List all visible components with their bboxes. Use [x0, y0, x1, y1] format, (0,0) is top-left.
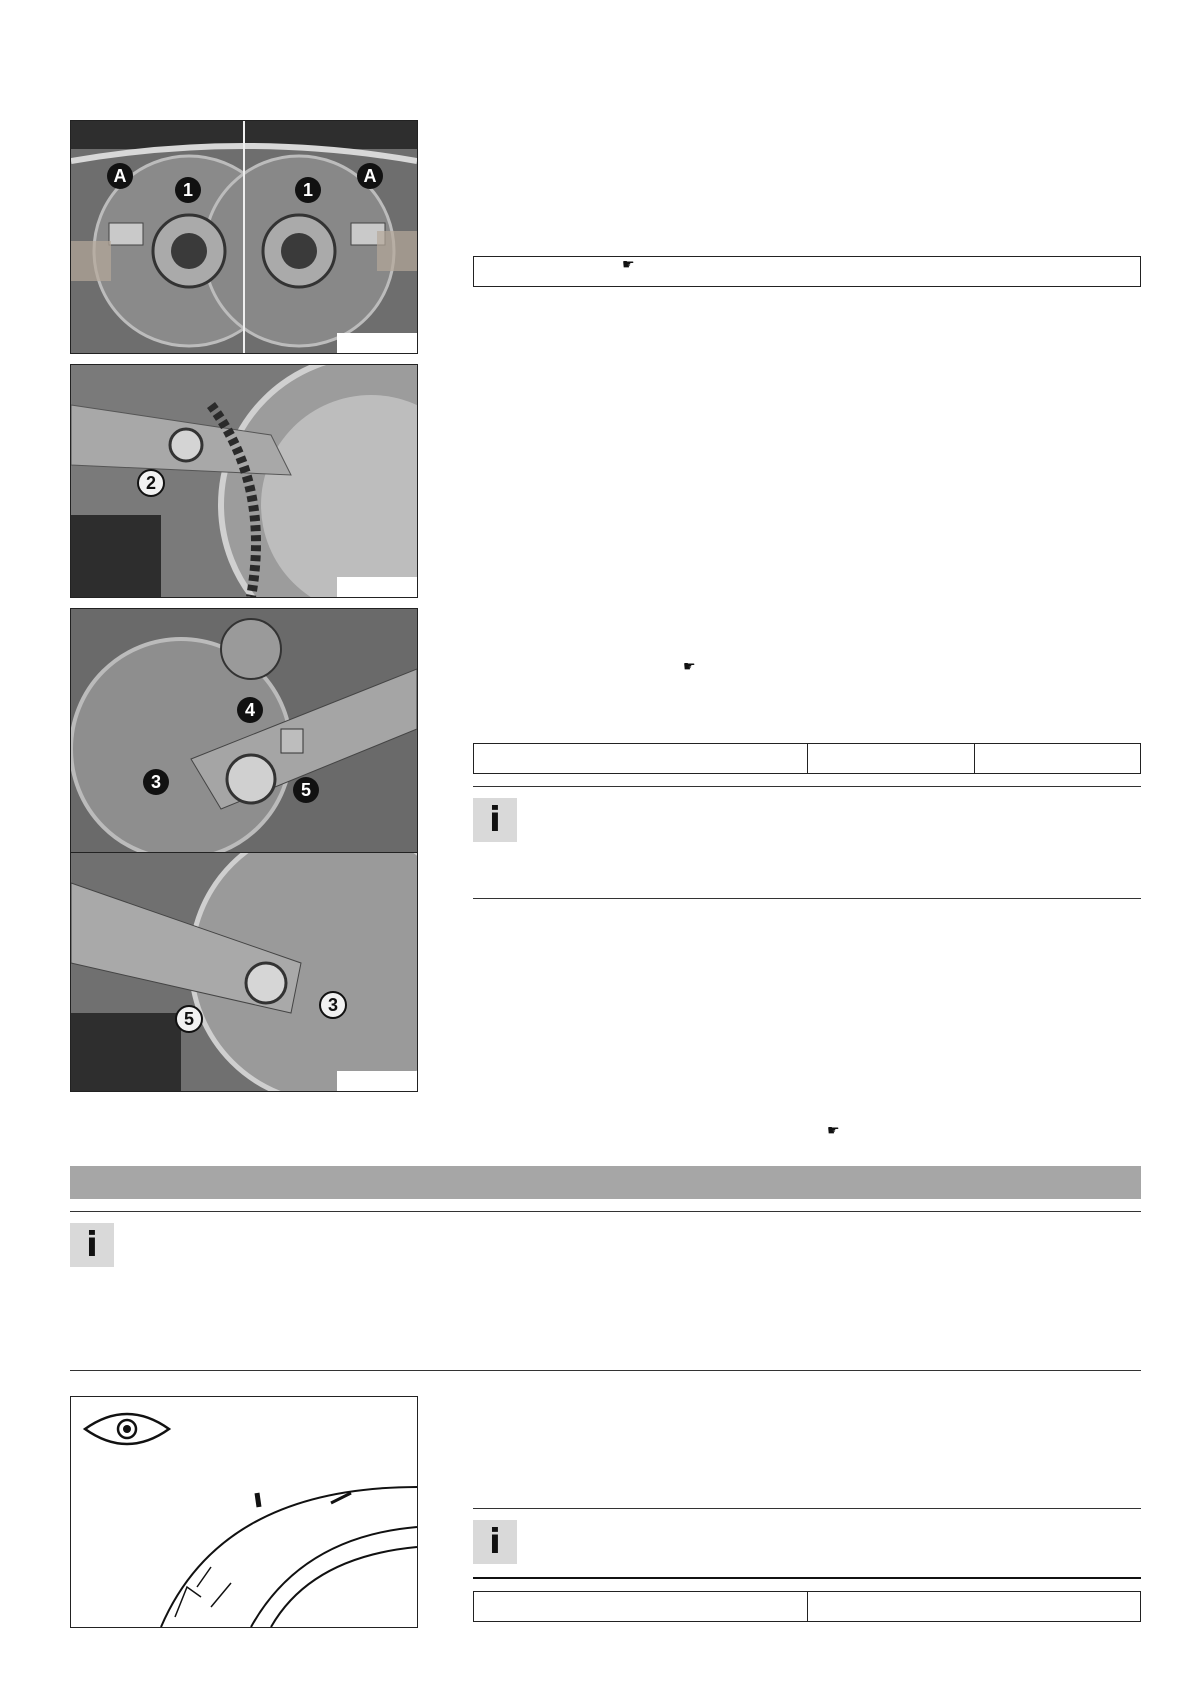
callout-5: 5 [175, 1005, 203, 1033]
info-top-rule [473, 786, 1141, 787]
figure-hub-spacers [70, 120, 418, 354]
tire-drawing [71, 1397, 417, 1627]
table-cell [474, 1592, 808, 1621]
callout-1-right: 1 [295, 177, 321, 203]
info-icon: i [70, 1223, 114, 1267]
chain-side-photo-illustration [71, 853, 417, 1091]
callout-2: 2 [137, 469, 165, 497]
callout-4: 4 [237, 697, 263, 723]
figure-tire-inspection [70, 1396, 418, 1628]
figure-number-label [337, 333, 417, 353]
callout-a-right: A [357, 163, 383, 189]
table-cell [808, 744, 975, 773]
table-cell [474, 744, 808, 773]
tire-info-top-rule [473, 1508, 1141, 1509]
figure-axle-nut [70, 364, 418, 598]
pointer-icon: ☛ [683, 659, 696, 675]
pointer-icon: ☛ [827, 1123, 840, 1139]
axle-photo-illustration [71, 365, 417, 597]
figure-number-label [337, 1071, 417, 1091]
torque-table-2 [473, 743, 1141, 774]
info-bottom-rule [473, 898, 1141, 899]
tire-table [473, 1591, 1141, 1622]
callout-a-left: A [107, 163, 133, 189]
tire-info-bottom-rule [473, 1577, 1141, 1579]
brake-side-photo-illustration [71, 609, 417, 853]
section-info-top-rule [70, 1211, 1141, 1212]
figure-number-label [337, 577, 417, 597]
section-info-bottom-rule [70, 1370, 1141, 1371]
table-cell [975, 744, 1140, 773]
callout-5: 5 [293, 777, 319, 803]
info-icon: i [473, 1520, 517, 1564]
callout-1-left: 1 [175, 177, 201, 203]
torque-table-1 [473, 256, 1141, 287]
section-heading-bar [70, 1166, 1141, 1199]
figure-brake-side-axle [70, 608, 418, 854]
hub-photo-illustration [71, 121, 417, 353]
callout-3: 3 [143, 769, 169, 795]
table-cell [474, 257, 1140, 286]
figure-chain-side-axle [70, 852, 418, 1092]
info-icon: i [473, 798, 517, 842]
table-cell [808, 1592, 1140, 1621]
pointer-icon: ☛ [622, 257, 635, 273]
callout-3: 3 [319, 991, 347, 1019]
